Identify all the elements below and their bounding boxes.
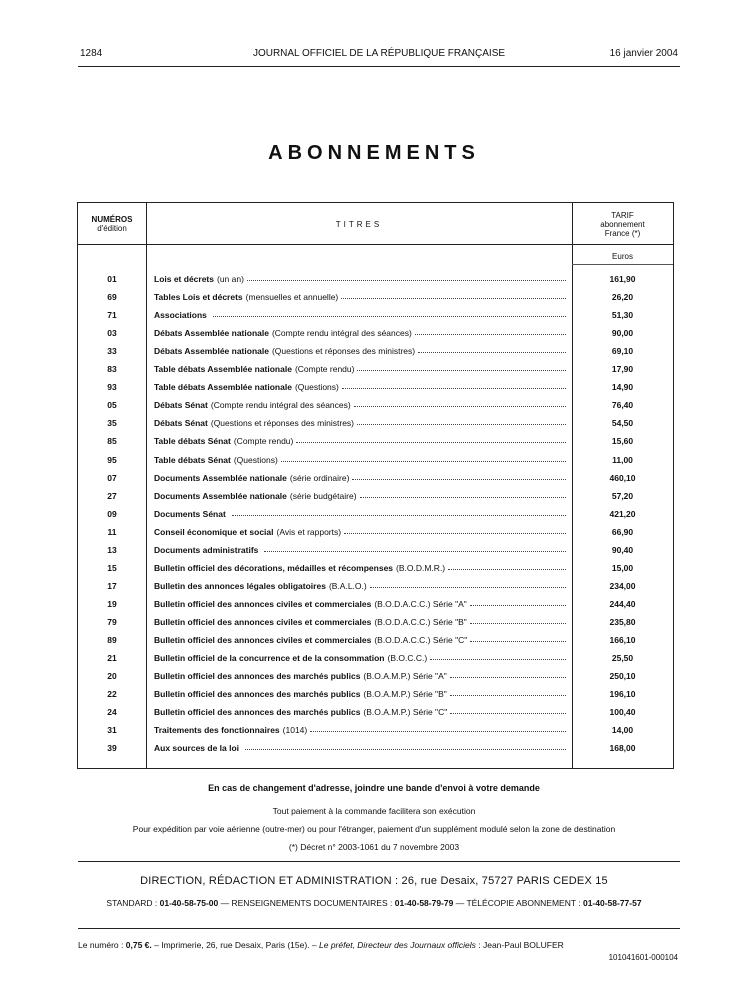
row-title-detail: (Questions et réponses des ministres) [271,346,416,357]
row-title-detail: (B.O.A.M.P.) Série "C" [363,707,448,718]
imprint-line [78,940,678,962]
row-number: 21 [107,653,117,664]
standard-number: 01-40-58-75-00 [159,898,219,908]
row-title-main: Bulletin officiel des annonces des marchés publics [154,671,361,682]
leader-dots [310,725,566,732]
row-price: 460,10 [609,472,636,483]
table-row [78,687,673,702]
address-change-note: En cas de changement d'adresse, joindre une bande d'envoi à votre demande [208,783,540,793]
row-title [154,527,568,537]
table-row [78,615,673,630]
row-price: 244,40 [609,598,636,609]
row-price: 26,20 [611,292,634,303]
row-title [154,473,568,483]
row-title [154,382,568,392]
row-title-main: Bulletin officiel des annonces civiles et commerciales [154,635,372,645]
leader-dots [430,653,566,660]
leader-dots [448,563,566,570]
row-title-main: Associations [154,310,207,321]
contact-numbers [0,898,748,908]
row-price: 11,00 [612,454,633,465]
row-price: 54,50 [611,418,634,429]
row-price: 100,40 [609,707,636,718]
direction-address: DIRECTION, RÉDACTION ET ADMINISTRATION : 26, rue Desaix, 75727 PARIS CEDEX 15 [140,875,608,887]
row-title [154,563,568,573]
row-title [154,545,568,555]
row-number: 05 [107,400,117,411]
table-row [78,561,673,576]
leader-dots [357,418,566,425]
row-number: 13 [107,544,117,555]
row-number: 09 [107,508,117,519]
table-row [78,434,673,449]
column-header-titres: TITRES [335,220,383,229]
row-title-main: Conseil économique et social [154,526,274,537]
row-title-main: Débats Sénat [154,418,208,429]
row-number: 93 [107,382,117,393]
footer-divider-2 [78,928,680,929]
row-number: 15 [107,562,117,573]
row-price: 51,30 [611,310,634,321]
table-row [78,344,673,359]
row-number: 33 [107,346,117,357]
table-row [78,741,673,756]
row-number: 19 [107,598,117,609]
row-price: 234,00 [609,580,636,591]
leader-dots [470,635,566,642]
leader-dots [470,599,566,606]
telecopie-label: — TÉLÉCOPIE ABONNEMENT : [455,898,581,908]
row-price: 250,10 [609,671,636,682]
header-numeros-line2: d'édition [97,224,127,233]
row-price: 14,90 [611,382,634,393]
row-title-detail: (Questions) [233,454,278,465]
currency-divider [572,264,673,265]
row-title [154,310,568,320]
row-title [154,418,568,428]
decree-note: (*) Décret n° 2003-1061 du 7 novembre 2003 [288,842,460,852]
row-price: 90,00 [611,328,634,339]
row-title-detail: (Compte rendu) [233,436,294,447]
table-row [78,669,673,684]
leader-dots [245,743,566,750]
row-price: 66,90 [611,526,634,537]
row-number: 83 [107,364,117,375]
prefet-text: Le préfet, Directeur des Journaux officiels [319,940,476,950]
table-row [78,398,673,413]
leader-dots [344,527,566,534]
leader-dots [450,671,566,678]
table-row [78,380,673,395]
leader-dots [418,346,566,353]
row-price: 421,20 [609,508,636,519]
row-number: 95 [107,454,117,465]
currency-label: Euros [612,252,633,261]
row-title-detail: (Questions et réponses des ministres) [210,418,355,429]
row-title-main: Débats Assemblée nationale [154,346,269,357]
row-title [154,671,568,681]
leader-dots [232,509,566,516]
numero-price: 0,75 €. [125,940,152,950]
row-number: 39 [107,743,117,754]
row-title-detail: (1014) [282,725,308,736]
row-title [154,653,568,663]
row-price: 235,80 [609,616,636,627]
row-title [154,400,568,410]
table-row [78,705,673,720]
row-title [154,364,568,374]
row-price: 57,20 [611,490,634,501]
row-title-main: Lois et décrets [154,274,214,284]
row-price: 25,50 [611,653,634,664]
row-title-main: Documents administratifs [154,544,259,555]
row-title [154,274,568,284]
row-title-detail: (Compte rendu) [294,364,355,375]
row-number: 85 [107,436,117,447]
header-numeros-line1: NUMÉROS [91,215,133,224]
row-title-detail [207,310,210,320]
row-number: 01 [107,274,117,284]
row-price: 15,60 [611,436,634,447]
leader-dots [264,545,566,552]
table-row [78,579,673,594]
table-row [78,525,673,540]
column-header-tarif [572,211,673,238]
table-row [78,597,673,612]
leader-dots [470,617,566,624]
journal-title: JOURNAL OFFICIEL DE LA RÉPUBLIQUE FRANÇAISE [252,48,506,59]
table-row [78,290,673,305]
row-number: 03 [107,328,117,339]
header-divider [78,66,680,67]
row-number: 79 [107,616,117,627]
row-title [154,617,568,627]
row-title [154,599,568,609]
row-title-main: Bulletin officiel des décorations, médailles et récompenses [154,562,394,573]
row-title [154,455,568,465]
leader-dots [357,364,566,371]
row-title-main: Aux sources de la loi [154,743,240,754]
row-number: 07 [107,472,117,483]
row-title-detail [226,509,229,519]
footer-divider-1 [78,861,680,862]
row-title-main: Table débats Assemblée nationale [154,364,292,375]
row-title-detail: (Compte rendu intégral des séances) [210,400,351,411]
row-title [154,328,568,338]
column-header-numeros [78,215,146,233]
row-title [154,346,568,356]
row-number: 17 [107,580,117,591]
row-title [154,491,568,501]
table-row [78,507,673,522]
row-number: 27 [107,490,117,501]
leader-dots [360,491,566,498]
row-title [154,292,568,302]
row-price: 14,00 [611,725,634,736]
leader-dots [247,274,566,281]
row-price: 196,10 [609,689,636,700]
leader-dots [281,455,566,462]
row-title-detail: (Questions) [294,382,339,393]
row-title-detail [239,743,242,753]
row-title-main: Table débats Sénat [154,454,231,465]
row-title-main: Bulletin officiel des annonces civiles et commerciales [154,598,372,609]
table-row [78,326,673,341]
row-price: 17,90 [611,364,634,375]
row-title [154,635,568,645]
document-code: 101041601-000104 [608,953,678,962]
row-title-main: Documents Sénat [154,508,226,519]
row-title [154,581,568,591]
row-title-detail [258,545,261,555]
header-tarif-line2: abonnement [600,220,645,229]
row-title-detail: (série ordinaire) [289,472,350,483]
row-number: 22 [107,689,117,700]
row-price: 161,90 [609,274,636,284]
leader-dots [213,310,566,317]
row-title-main: Bulletin des annonces légales obligatoires [154,580,326,591]
table-row [78,416,673,431]
row-title-main: Traitements des fonctionnaires [154,725,280,736]
header-tarif-line3: France (*) [604,229,641,238]
air-shipping-note: Pour expédition par voie aérienne (outre-mer) ou pour l'étranger, paiement d'un supplément modulé selon la zone de destination [132,824,616,834]
table-row [78,489,673,504]
row-number: 35 [107,418,117,429]
leader-dots [352,473,566,480]
leader-dots [341,292,566,299]
director-name: : Jean-Paul BOLUFER [478,940,564,950]
row-title-detail: (B.O.A.M.P.) Série "A" [363,671,447,682]
row-title-main: Bulletin officiel des annonces civiles et commerciales [154,616,372,627]
header-tarif-line1: TARIF [611,211,634,220]
page-header [80,48,678,64]
row-title-main: Table débats Sénat [154,436,231,447]
row-number: 11 [107,526,117,537]
row-price: 90,40 [611,544,634,555]
row-title-detail: (un an) [217,274,244,284]
leader-dots [415,328,566,335]
row-price: 69,10 [611,346,634,357]
row-number: 31 [107,725,117,736]
row-title [154,725,568,735]
row-price: 15,00 [611,562,634,573]
row-title-detail: (B.O.D.M.R.) [396,562,446,573]
row-title-detail: (B.O.A.M.P.) Série "B" [363,689,447,700]
row-title-detail: (B.O.C.C.) [387,653,428,664]
leader-dots [354,400,566,407]
numero-label: Le numéro : [78,940,124,950]
row-title-main: Tables Lois et décrets [154,292,243,303]
row-price: 76,40 [611,400,634,411]
leader-dots [296,436,566,443]
row-number: 71 [107,310,117,321]
row-title [154,743,568,753]
row-title [154,509,568,519]
telecopie-number: 01-40-58-77-57 [582,898,642,908]
subscription-table [77,202,674,769]
table-row [78,723,673,738]
table-row [78,272,673,287]
leader-dots [342,382,566,389]
row-title-detail: (Avis et rapports) [276,526,342,537]
row-title-detail: (B.A.L.O.) [328,580,367,591]
row-title [154,689,568,699]
row-title-main: Documents Assemblée nationale [154,490,287,501]
row-number: 89 [107,635,117,645]
row-title [154,436,568,446]
table-row [78,633,673,648]
row-title-detail: (B.O.D.A.C.C.) Série "B" [374,616,467,627]
row-title-main: Bulletin officiel des annonces des marchés publics [154,689,361,700]
imprimerie-text: – Imprimerie, 26, rue Desaix, Paris (15e). – [154,940,317,950]
leader-dots [450,707,566,714]
page-number: 1284 [80,48,103,59]
row-number: 24 [107,707,117,718]
renseignements-label: — RENSEIGNEMENTS DOCUMENTAIRES : [220,898,393,908]
standard-label: STANDARD : [106,898,158,908]
row-number: 69 [107,292,117,303]
table-row [78,362,673,377]
issue-date: 16 janvier 2004 [609,48,678,59]
row-title-main: Documents Assemblée nationale [154,472,287,483]
row-title-detail: (B.O.D.A.C.C.) Série "A" [374,598,467,609]
row-price: 168,00 [609,743,636,754]
row-number: 20 [107,671,117,682]
leader-dots [370,581,566,588]
row-title-main: Bulletin officiel des annonces des marchés publics [154,707,361,718]
row-title [154,707,568,717]
row-title-main: Table débats Assemblée nationale [154,382,292,393]
row-title-main: Bulletin officiel de la concurrence et de la consommation [154,653,385,664]
leader-dots [450,689,566,696]
table-row [78,308,673,323]
table-row [78,543,673,558]
row-title-detail: (mensuelles et annuelle) [245,292,339,303]
row-title-detail: (Compte rendu intégral des séances) [271,328,412,339]
renseignements-number: 01-40-58-79-79 [394,898,454,908]
header-row-divider [78,244,673,245]
table-row [78,453,673,468]
payment-note: Tout paiement à la commande facilitera son exécution [272,806,476,816]
row-title-detail: (B.O.D.A.C.C.) Série "C" [374,635,468,645]
row-price: 166,10 [609,635,636,645]
table-row [78,471,673,486]
row-title-main: Débats Sénat [154,400,208,411]
row-title-main: Débats Assemblée nationale [154,328,269,339]
table-row [78,651,673,666]
row-title-detail: (série budgétaire) [289,490,357,501]
page-title: ABONNEMENTS [268,142,480,164]
